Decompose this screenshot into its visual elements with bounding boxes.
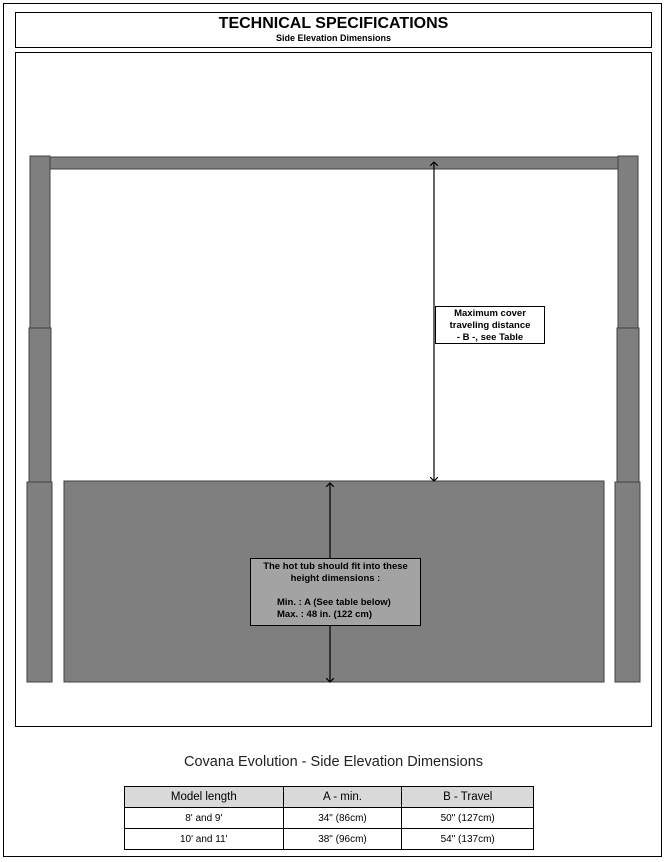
cell-a-min: 34" (86cm) [283,808,402,829]
cell-model-length: 8' and 9' [125,808,284,829]
dimensions-table [124,786,534,850]
tub-label-line-2: height dimensions : [290,573,381,584]
title-box [15,12,652,48]
header-model-length: Model length [125,787,284,808]
left-post-middle [29,328,51,482]
cell-b-travel: 54" (137cm) [402,829,534,850]
table-title: Covana Evolution - Side Elevation Dimensions [183,754,484,770]
page-subtitle: Side Elevation Dimensions [275,33,392,43]
tub-height-label [250,558,421,626]
tub-label-min: Min. : A (See table below) [277,597,391,608]
cell-model-length: 10' and 11' [125,829,284,850]
cover-label-line-1: Maximum cover [454,308,526,319]
table-header-row [125,787,534,808]
cover-label-line-3: - B -, see Table [456,332,524,343]
top-beam [50,157,618,169]
header-a-min: A - min. [283,787,402,808]
table-row [125,829,534,850]
cover-travel-label [435,306,545,344]
tub-label-line-1: The hot tub should fit into these [263,561,408,572]
left-post-lower [27,482,52,682]
page-title: TECHNICAL SPECIFICATIONS [218,15,449,32]
cell-b-travel: 50" (127cm) [402,808,534,829]
elevation-drawing-frame [15,52,652,727]
table-row [125,808,534,829]
tub-label-max: Max. : 48 in. (122 cm) [277,609,373,620]
left-post-upper [30,156,50,328]
right-post-lower [615,482,640,682]
header-b-travel: B - Travel [402,787,534,808]
right-post-middle [617,328,639,482]
cell-a-min: 38" (96cm) [283,829,402,850]
cover-label-line-2: traveling distance [449,320,531,331]
right-post-upper [618,156,638,328]
tub-label-line-3 [251,585,420,597]
